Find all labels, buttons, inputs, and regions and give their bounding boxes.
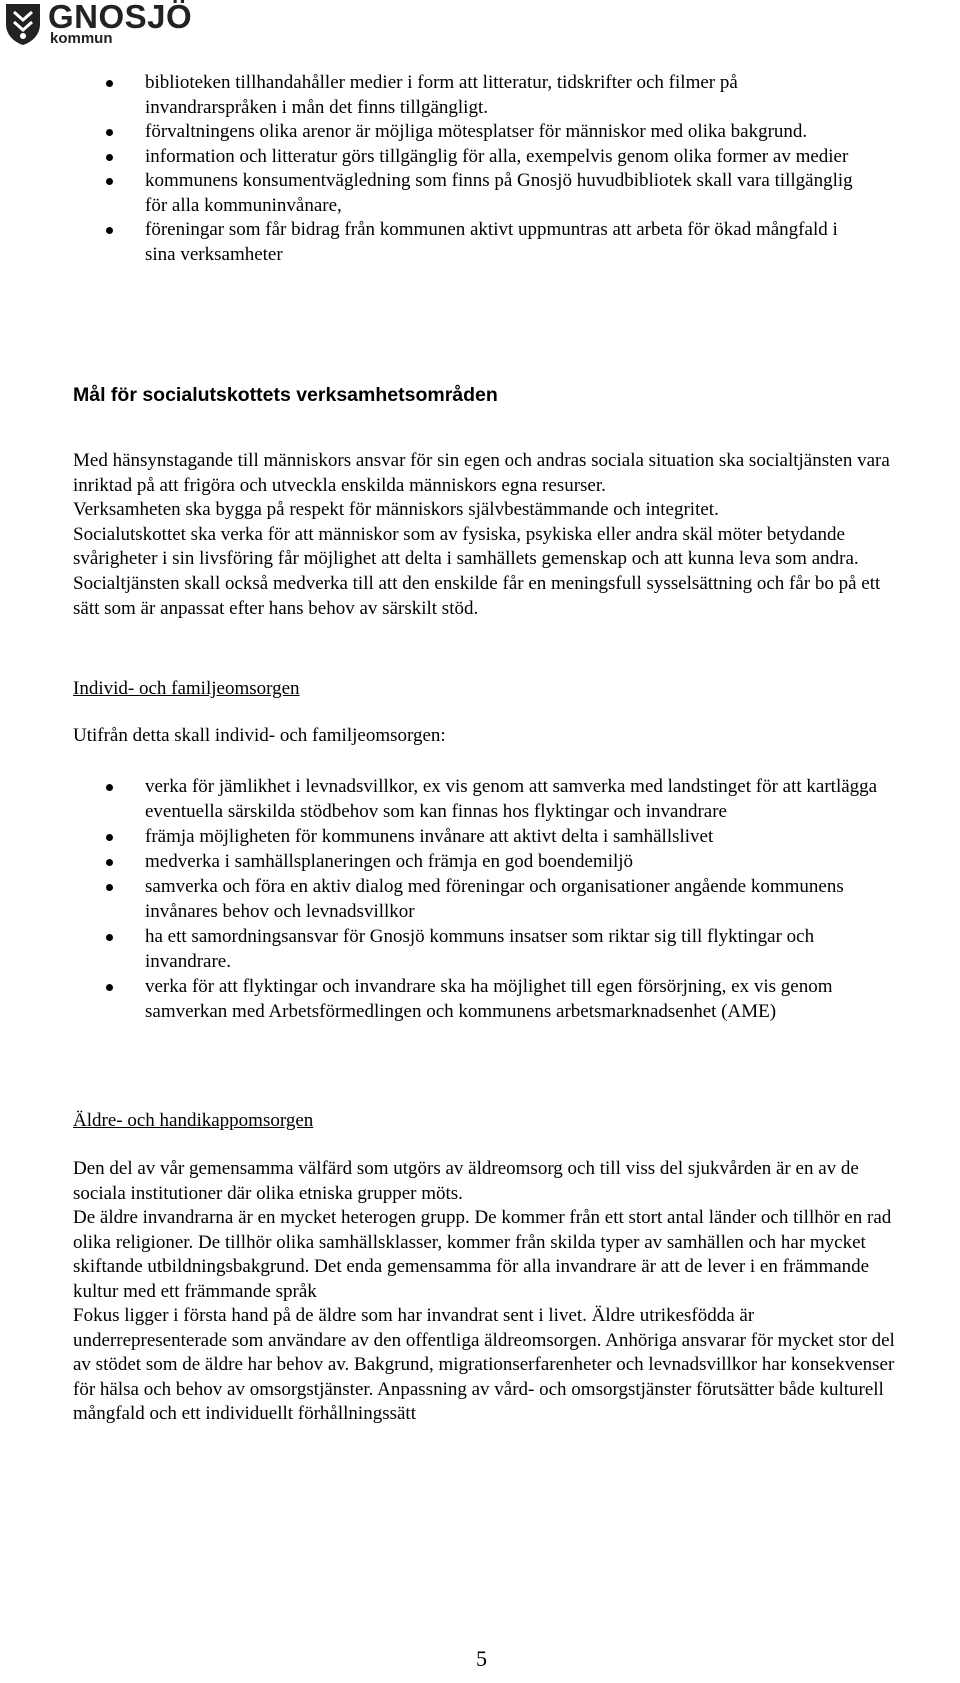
paragraph-elderly xyxy=(73,1157,903,1427)
paragraph-line: Den del av vår gemensamma välfärd som utgörs av äldreomsorg och till viss del sjukvården är en av de sociala institutioner där olika etniska grupper möts. xyxy=(73,1158,859,1204)
paragraph-line: Verksamheten ska bygga på respekt för människors självbestämmande och integritet. xyxy=(73,499,719,521)
paragraph-line: Fokus ligger i första hand på de äldre som har invandrat sent i livet. Äldre utrikesfödda är underrepresenterade som användare av den offentliga äldreomsorgen. Anhöriga ansvarar för mycket stor del av stödet som de äldre har behov av. Bakgrund, migrationserfarenheter och levnadsvillkor har konsekvenser för hälsa och behov av omsorgstjänster. Anpassning av vård- och omsorgstjänster förutsätter både kulturell mångfald och ett individuellt förhållningssätt xyxy=(73,1305,895,1424)
logo-name: GNOSJÖ xyxy=(48,0,193,35)
list-item: samverka och föra en aktiv dialog med föreningar och organisationer angående kommunens invånares behov och levnadsvillkor xyxy=(73,874,883,924)
paragraph-line: Socialtjänsten skall också medverka till att den enskilde får en meningsfull sysselsättning och får bo på ett sätt som är anpassat efter hans behov av särskilt stöd. xyxy=(73,572,881,619)
list-item: verka för att flyktingar och invandrare ska ha möjlighet till egen försörjning, ex vis genom samverkan med Arbetsförmedlingen och kommunens arbetsmarknadsenhet (AME) xyxy=(73,974,883,1024)
paragraph-line: Socialutskottet ska verka för att människor som av fysiska, psykiska eller andra skäl möter betydande svårigheter i sin livsföring får möjlighet att delta i samhällets gemenskap och att kunna leva som andra. xyxy=(73,523,859,570)
coat-of-arms-icon xyxy=(4,2,42,46)
bullet-list-library xyxy=(73,71,873,267)
list-item: ha ett samordningsansvar för Gnosjö kommuns insatser som riktar sig till flyktingar och invandrare. xyxy=(73,924,883,974)
bullet-list-individ xyxy=(73,774,883,1024)
list-item: förvaltningens olika arenor är möjliga mötesplatser för människor med olika bakgrund. xyxy=(73,120,873,145)
list-item: biblioteken tillhandahåller medier i form att litteratur, tidskrifter och filmer på invandrarspråken i mån det finns tillgängligt. xyxy=(73,71,873,120)
subheading-aldre: Äldre- och handikappomsorgen xyxy=(73,1110,314,1131)
paragraph-line: De äldre invandrarna är en mycket heterogen grupp. De kommer från ett stort antal länder och tillhör en rad olika religioner. De tillhör olika samhällsklasser, kommer från skilda typer av samhällen och har mycket skiftande utbildningsbakgrund. Det enda gemensamma för alla invandrare är att de lever i en främmande kultur med ett främmande språk xyxy=(73,1207,892,1302)
list-item: verka för jämlikhet i levnadsvillkor, ex vis genom att samverka med landstinget för att kartlägga eventuella särskilda stödbehov som kan finnas hos flyktingar och invandrare xyxy=(73,774,883,824)
list-item: medverka i samhällsplaneringen och främja en god boendemiljö xyxy=(73,849,883,874)
list-item: föreningar som får bidrag från kommunen aktivt uppmuntras att arbeta för ökad mångfald i sina verksamheter xyxy=(73,218,873,267)
list-item: information och litteratur görs tillgänglig för alla, exempelvis genom olika former av medier xyxy=(73,145,873,170)
paragraph-line: Med hänsynstagande till människors ansvar för sin egen och andras sociala situation ska socialtjänsten vara inriktad på att frigöra och utveckla enskilda människors egna resurser. xyxy=(73,450,890,496)
intro-text: Utifrån detta skall individ- och familjeomsorgen: xyxy=(73,725,446,746)
subheading-individ: Individ- och familjeomsorgen xyxy=(73,678,300,699)
paragraph-goals xyxy=(73,449,903,621)
list-item: främja möjligheten för kommunens invånare att aktivt delta i samhällslivet xyxy=(73,824,883,849)
section-heading: Mål för socialutskottets verksamhetsområden xyxy=(73,384,498,406)
list-item: kommunens konsumentvägledning som finns på Gnosjö huvudbibliotek skall vara tillgänglig för alla kommuninvånare, xyxy=(73,169,873,218)
logo-subtitle: kommun xyxy=(50,30,113,47)
gnosjo-logo xyxy=(4,0,193,47)
page-number: 5 xyxy=(476,1646,487,1671)
